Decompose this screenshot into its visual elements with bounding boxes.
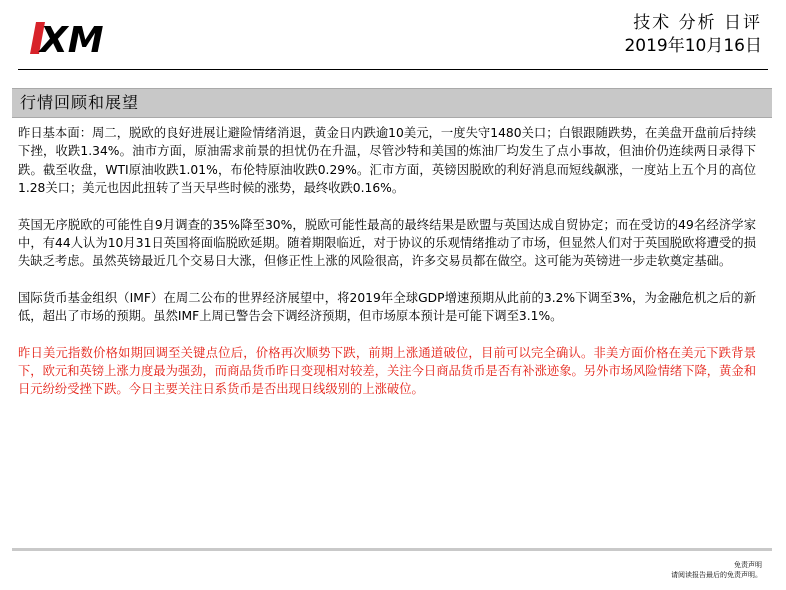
- disclaimer-note: 请阅读报告最后的免责声明。: [671, 571, 762, 579]
- xm-logo: [30, 18, 122, 58]
- section-title: 行情回顾和展望: [20, 93, 140, 112]
- brand-text: XM: [40, 20, 104, 58]
- report-body: [18, 124, 756, 417]
- disclaimer-title: 免责声明: [734, 561, 762, 569]
- report-title: 技术 分析 日评: [633, 13, 762, 33]
- paragraph-fundamentals: 昨日基本面：周二，脱欧的良好进展让避险情绪消退，黄金日内跌逾10美元，一度失守1480关口；白银跟随跌势，在美盘开盘前后持续下挫，收跌1.34%。油市方面，原油需求前景的担忧仍在升温，尽管沙特和美国的炼油厂均发生了点小事故，但油价仍连续两日录得下跌。截至收盘，WTI原油收跌1.01%，布伦特原油收跌0.29%。汇市方面，英镑因脱欧的利好消息而短线飙涨，一度站上五个月的高位1.28关口；美元也因此扭转了当天早些时候的涨势，最终收跌0.16%。: [18, 126, 756, 196]
- paragraph-imf: 国际货币基金组织（IMF）在周二公布的世界经济展望中，将2019年全球GDP增速预期从此前的3.2%下调至3%，为金融危机之后的新低，超出了市场的预期。虽然IMF上周已警告会下调经济预期，但市场原本预计是可能下调至3.1%。: [18, 290, 756, 324]
- report-header: [624, 12, 762, 57]
- paragraph-outlook-highlight: 昨日美元指数价格如期回调至关键点位后，价格再次顺势下跌，前期上涨通道破位，目前可以完全确认。非美方面价格在美元下跌背景下，欧元和英镑上涨力度最为强劲，而商品货币昨日变现相对较差，关注今日商品货币是否有补涨迹象。另外市场风险情绪下降，黄金和日元纷纷受挫下跌。今日主要关注日系货币是否出现日线级别的上涨破位。: [18, 345, 756, 397]
- section-header-bar: [12, 88, 772, 118]
- xm-logo-icon: [30, 18, 122, 58]
- disclaimer-footer: [671, 560, 762, 580]
- report-date: 2019年10月16日: [624, 36, 762, 56]
- footer-divider: [12, 548, 772, 551]
- paragraph-brexit: 英国无序脱欧的可能性自9月调查的35%降至30%，脱欧可能性最高的最终结果是欧盟与英国达成自贸协定；而在受访的49名经济学家中，有44人认为10月31日英国将面临脱欧延期。随着期限临近，对于协议的乐观情绪推动了市场，但显然人们对于英国脱欧将遭受的损失缺乏考虑。虽然英镑最近几个交易日大涨，但修正性上涨的风险很高，许多交易员都在做空。这可能为英镑进一步走软奠定基础。: [18, 217, 756, 269]
- header-divider: [18, 69, 768, 70]
